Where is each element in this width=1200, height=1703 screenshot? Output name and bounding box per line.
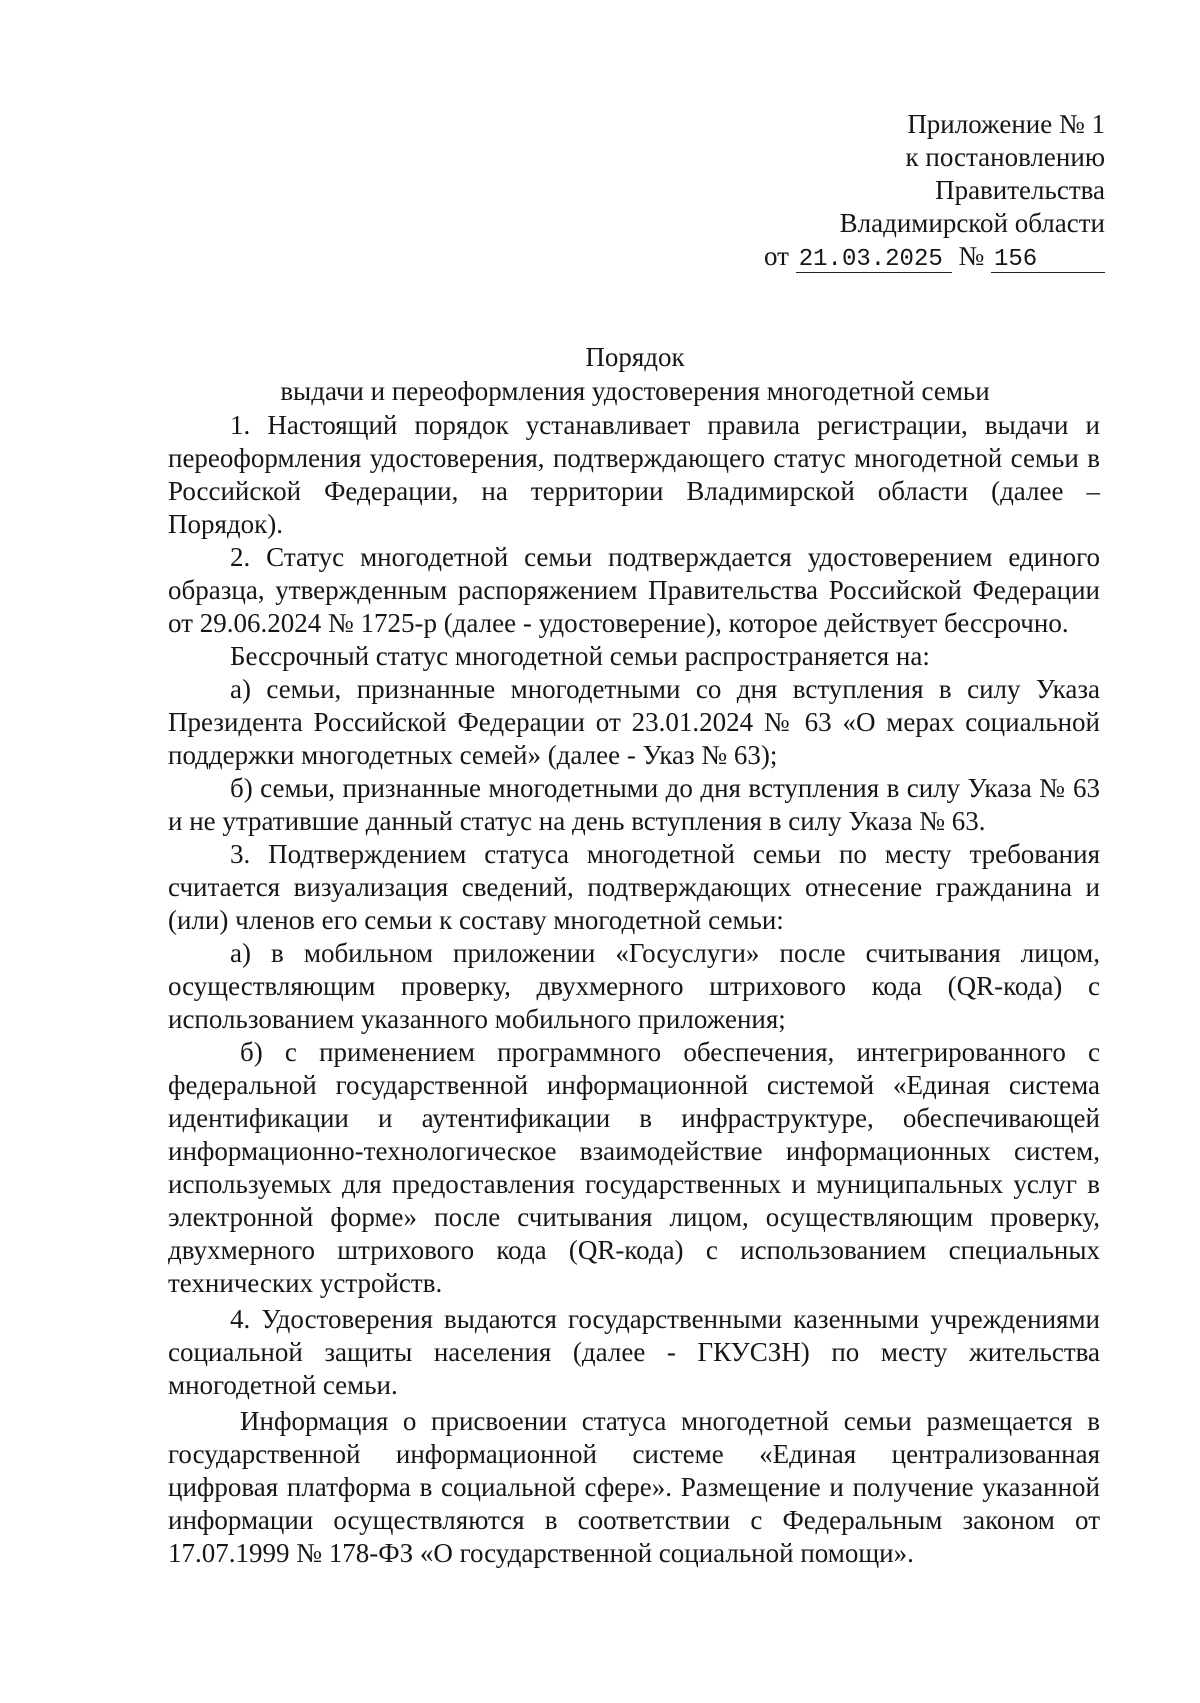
decree-date: 21.03.2025 [796,248,952,273]
appendix-line-2: к постановлению [905,142,1105,172]
document-title [165,340,1105,408]
paragraph-9: 4. Удостоверения выдаются государственными казенными учреждениями социальной защиты населения (далее - ГКУСЗН) по месту жительства многодетной семьи. [168,1304,1100,1400]
paragraph-5: б) семьи, признанные многодетными до дня вступления в силу Указа № 63 и не утратившие данный статус на день вступления в силу Указа № 63. [168,773,1100,836]
appendix-header [764,108,1105,273]
paragraph-10: Информация о присвоении статуса многодетной семьи размещается в государственной информационной системе «Единая централизованная цифровая платформа в социальной сфере». Размещение и получение указанной информации осуществляются в соответствии с Федеральным законом от 17.07.1999 № 178-ФЗ «О государственной социальной помощи». [168,1406,1100,1568]
paragraph-8: б) с применением программного обеспечения, интегрированного с федеральной государственной информационной системой «Единая система идентификации и аутентификации в инфраструктуре, обеспечивающей информационно-технологическое взаимодействие информационных систем, используемых для предоставления государственных и муниципальных услуг в электронной форме» после считывания лицом, осуществляющим проверку, двухмерного штрихового кода (QR-кода) с использованием специальных технических устройств. [168,1037,1100,1298]
paragraph-4: а) семьи, признанные многодетными со дня вступления в силу Указа Президента Российской Федерации от 23.01.2024 № 63 «О мерах социальной поддержки многодетных семей» (далее - Указ № 63); [168,674,1100,770]
paragraph-6: 3. Подтверждением статуса многодетной семьи по месту требования считается визуализация сведений, подтверждающих отнесение гражданина и (или) членов его семьи к составу многодетной семьи: [168,839,1100,935]
appendix-line-3: Правительства [935,175,1105,205]
title-line-2: выдачи и переоформления удостоверения многодетной семьи [280,376,990,406]
paragraph-2: 2. Статус многодетной семьи подтверждается удостоверением единого образца, утвержденным распоряжением Правительства Российской Федерации от 29.06.2024 № 1725-р (далее - удостоверение), которое действует бессрочно. [168,542,1100,638]
decree-number: 156 [991,248,1105,273]
number-prefix: № [958,241,985,271]
paragraph-3: Бессрочный статус многодетной семьи распространяется на: [230,641,930,671]
date-prefix: от [764,241,789,271]
paragraph-1: 1. Настоящий порядок устанавливает правила регистрации, выдачи и переоформления удостоверения, подтверждающего статус многодетной семьи в Российской Федерации, на территории Владимирской области (далее – Порядок). [168,410,1100,539]
title-line-1: Порядок [585,342,685,372]
paragraph-7: а) в мобильном приложении «Госуслуги» после считывания лицом, осуществляющим проверку, двухмерного штрихового кода (QR-кода) с использованием указанного мобильного приложения; [168,938,1100,1034]
appendix-line-4: Владимирской области [839,208,1105,238]
appendix-line-1: Приложение № 1 [907,109,1105,139]
date-number-line [764,240,1105,273]
document-body [168,409,1100,1570]
